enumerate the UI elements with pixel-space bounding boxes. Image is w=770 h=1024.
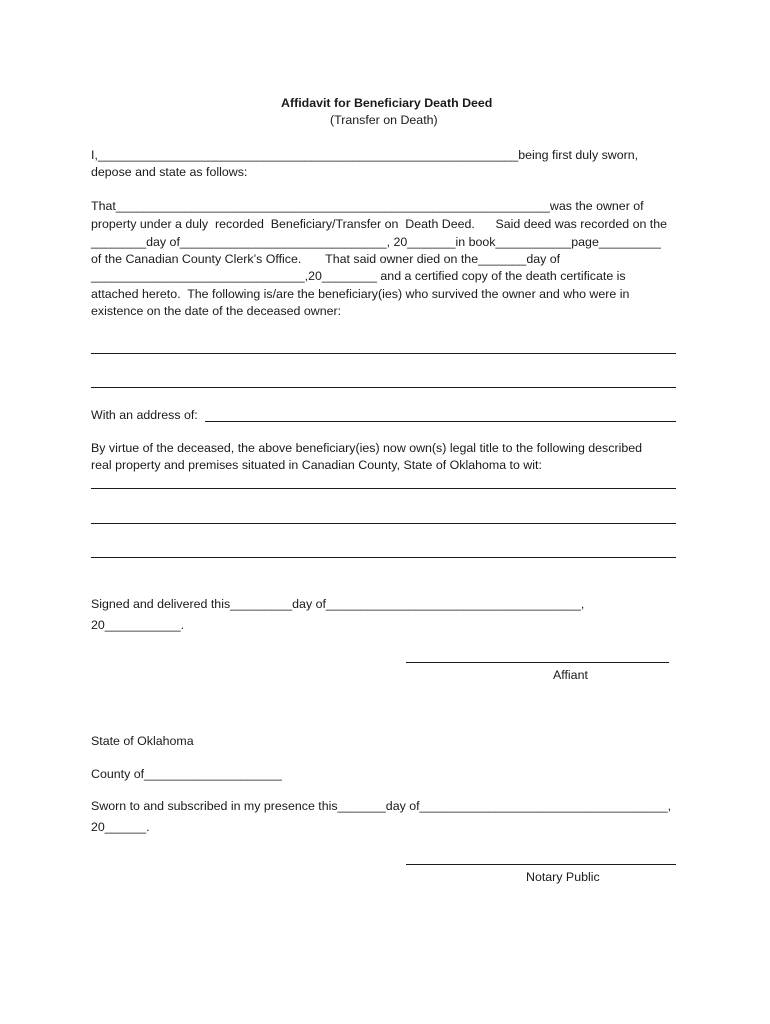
death-date-line: _______________________________,20________ and a certified copy of the death certificate is <box>91 269 626 283</box>
sworn-subscribed-line: Sworn to and subscribed in my presence this_______day of____________________________________, <box>91 799 672 813</box>
property-blank-2[interactable] <box>91 523 676 524</box>
legal-title-line: By virtue of the deceased, the above beneficiary(ies) now own(s) legal title to the following described <box>91 441 642 455</box>
record-date-book-page-line: ________day of______________________________, 20_______in book___________page_________ <box>91 235 661 249</box>
notary-public-label: Notary Public <box>526 870 600 884</box>
document-subtitle: (Transfer on Death) <box>330 113 438 127</box>
sworn-year-line: 20______. <box>91 820 150 834</box>
depose-line: depose and state as follows: <box>91 165 248 179</box>
notary-signature-line[interactable] <box>406 864 676 865</box>
state-line: State of Oklahoma <box>91 734 194 748</box>
signed-delivered-line: Signed and delivered this_________day of_____________________________________, <box>91 597 585 611</box>
clerk-office-line: of the Canadian County Clerk’s Office. That said owner died on the_______day of <box>91 252 561 266</box>
property-blank-3[interactable] <box>91 557 676 558</box>
beneficiary-blank-1[interactable] <box>91 353 676 354</box>
affiant-label: Affiant <box>553 668 588 682</box>
affiant-signature-line[interactable] <box>406 662 669 663</box>
beneficiary-blank-2[interactable] <box>91 387 676 388</box>
address-label: With an address of: <box>91 408 198 422</box>
owner-line: That_______________________________________________________________was the owner of <box>91 199 644 213</box>
signed-year-line: 20___________. <box>91 618 185 632</box>
address-blank[interactable] <box>205 421 676 422</box>
beneficiaries-intro-line: attached hereto. The following is/are the beneficiary(ies) who survived the owner and who were in <box>91 287 630 301</box>
deed-recorded-line: property under a duly recorded Beneficiary/Transfer on Death Deed. Said deed was recorded on the <box>91 217 668 231</box>
property-blank-1[interactable] <box>91 488 676 489</box>
property-location-line: real property and premises situated in Canadian County, State of Oklahoma to wit: <box>91 458 542 472</box>
affiant-name-line: I,_____________________________________________________________being first duly sworn, <box>91 148 639 162</box>
county-line: County of____________________ <box>91 767 282 781</box>
existence-line: existence on the date of the deceased owner: <box>91 304 342 318</box>
document-title: Affidavit for Beneficiary Death Deed <box>281 96 493 110</box>
